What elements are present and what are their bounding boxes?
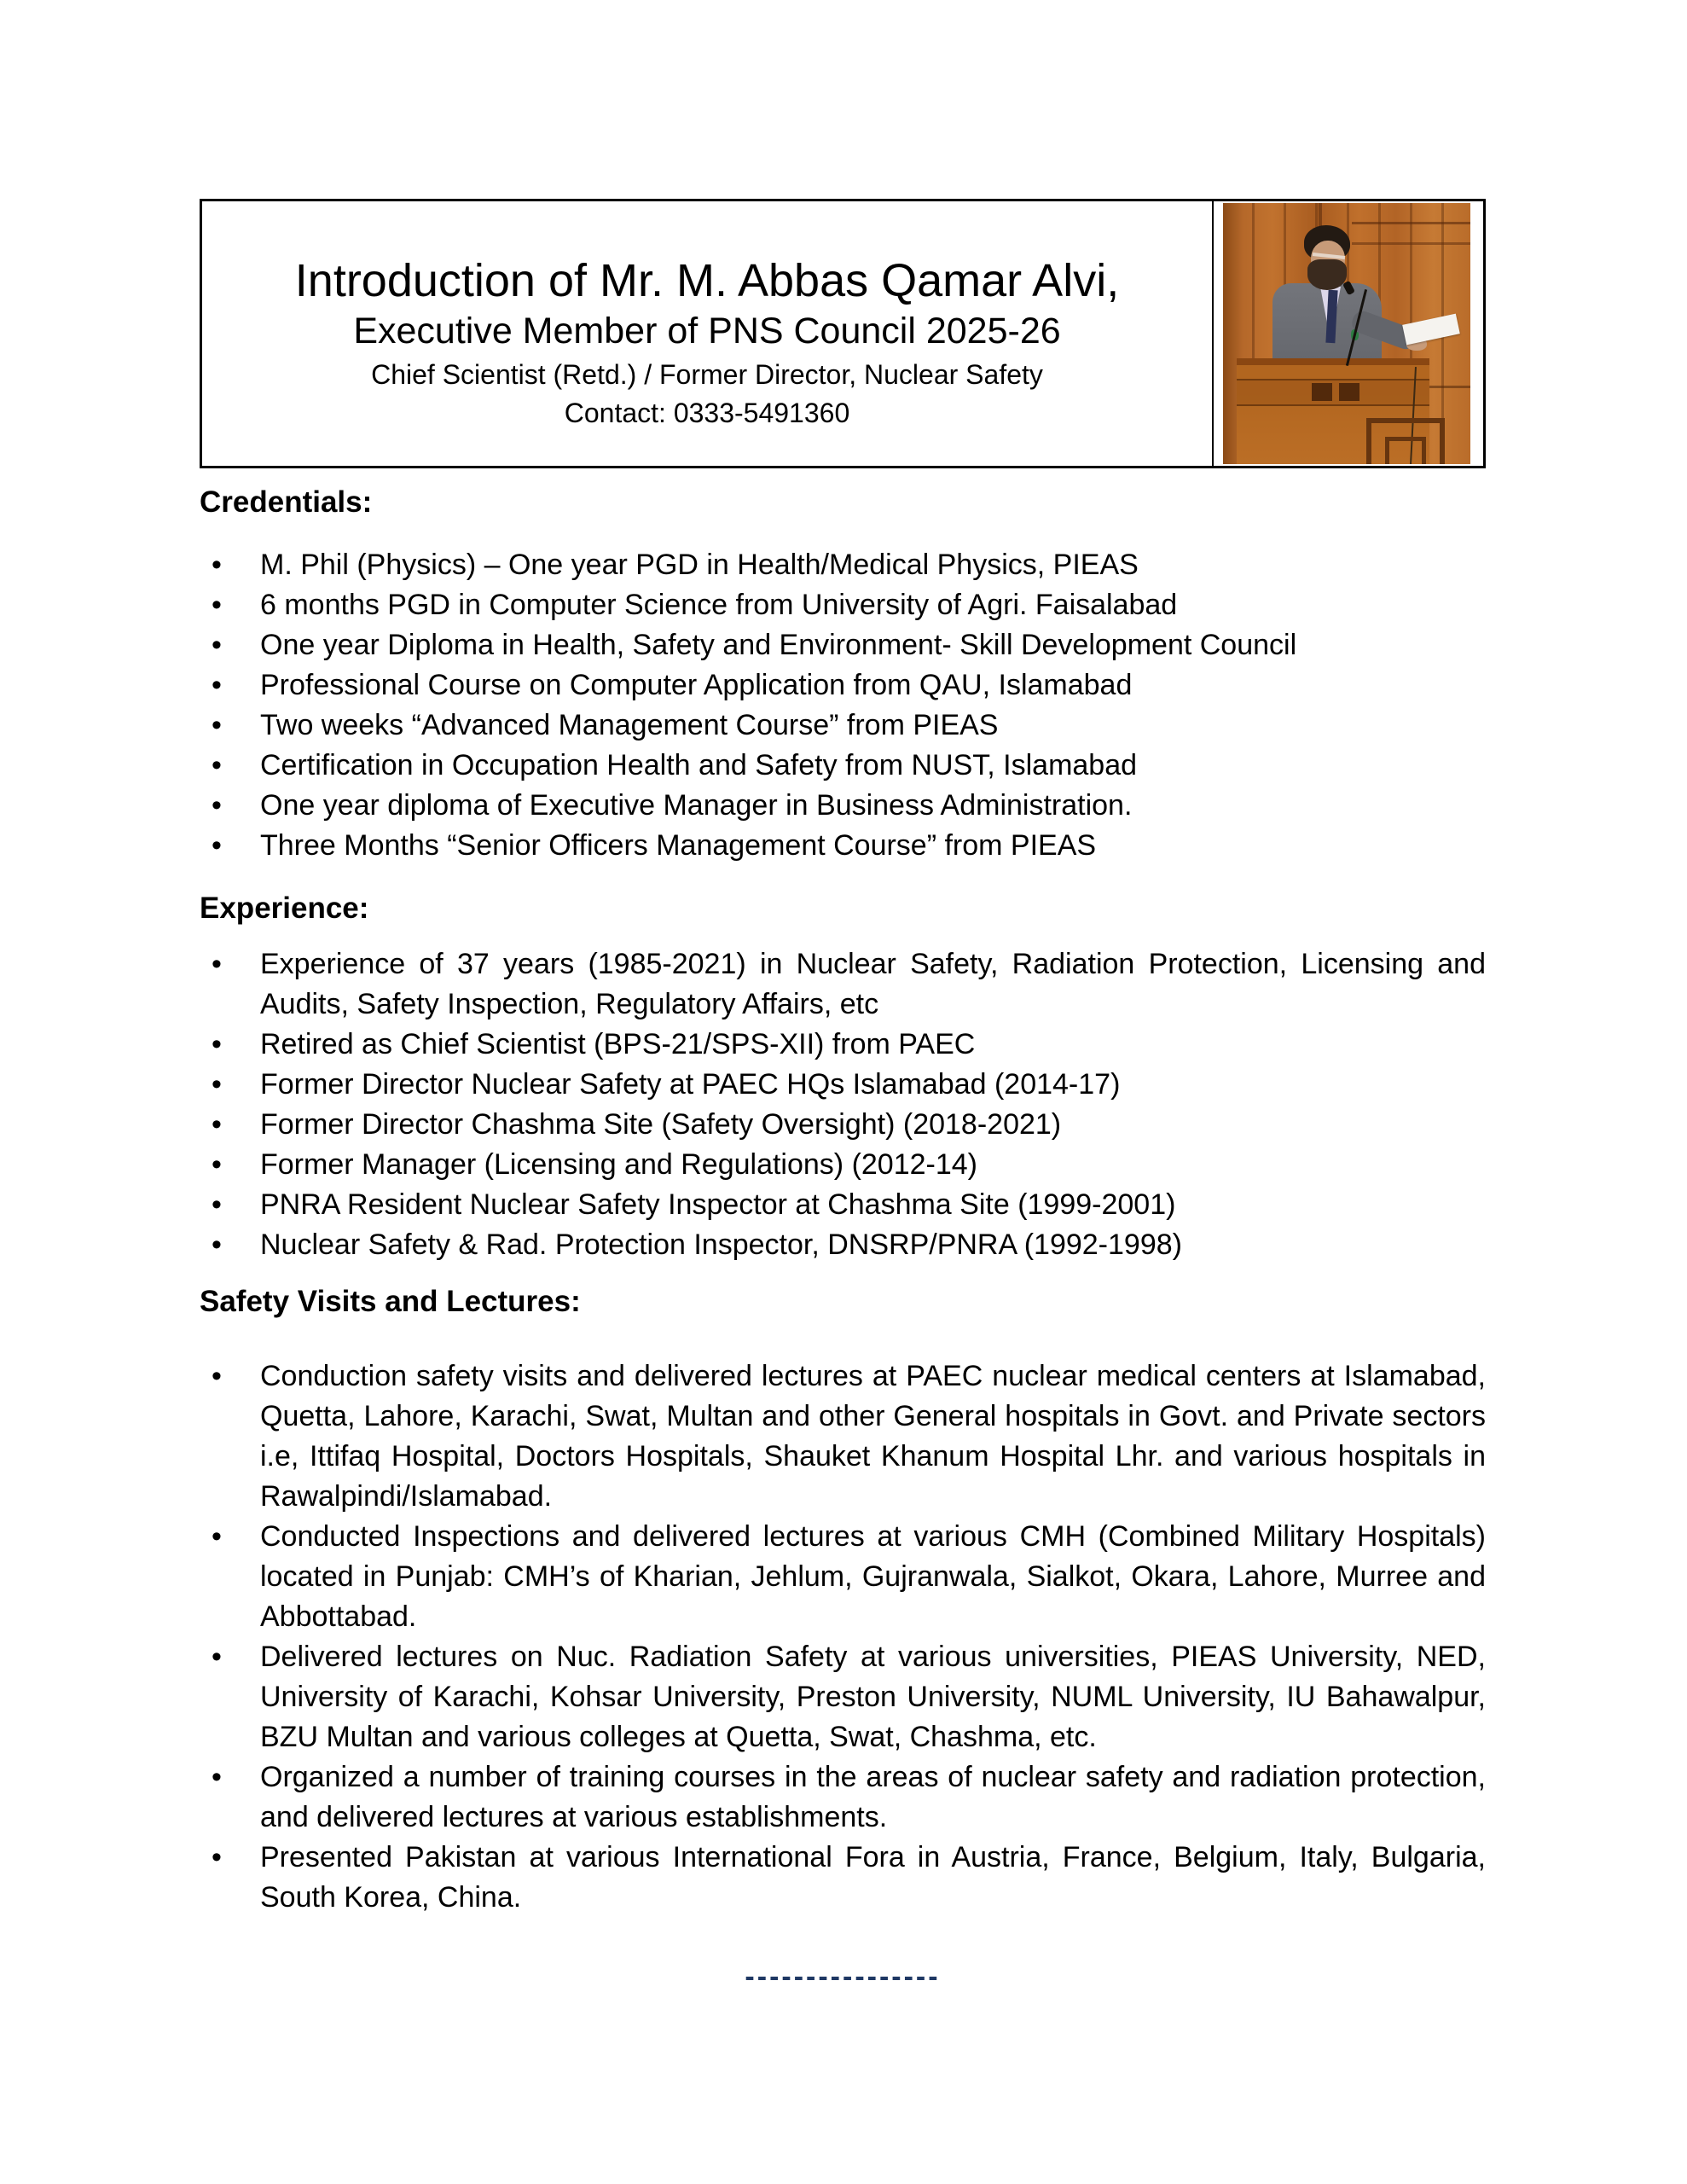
safety-visit-item: • Conduction safety visits and delivered lectures at PAEC nuclear medical centers at Islamabad, Quetta, Lahore, Karachi, Swat, Multan and other General hospitals in Govt. and Private sectors i.e, Ittifaq Hospital, Doctors Hospitals, Shauket Khanum Hospital Lhr. and various hospitals in Rawalpindi/Islamabad. — [200, 1356, 1486, 1517]
photo-cell — [1214, 201, 1483, 466]
podium-band — [1237, 379, 1429, 406]
experience-item: • PNRA Resident Nuclear Safety Inspector at Chashma Site (1999-2001) — [200, 1185, 1486, 1225]
experience-item: • Retired as Chief Scientist (BPS-21/SPS-XII) from PAEC — [200, 1025, 1486, 1065]
credential-item: • Three Months “Senior Officers Management Course” from PIEAS — [200, 826, 1486, 866]
podium-handle — [1339, 383, 1359, 401]
header-text-cell — [202, 201, 1214, 466]
dashed-separator: ---------------- — [745, 1960, 941, 1993]
section-heading-experience: Experience: — [200, 892, 369, 925]
credential-item: • Two weeks “Advanced Management Course” from PIEAS — [200, 706, 1486, 746]
wall-rail — [1352, 222, 1470, 224]
safety-visit-item: • Organized a number of training courses in the areas of nuclear safety and radiation protection, and delivered lectures at various establishments. — [200, 1757, 1486, 1838]
desk-edge-line — [1429, 386, 1470, 388]
safety-visit-item: • Conducted Inspections and delivered lectures at various CMH (Combined Military Hospitals) located in Punjab: CMH’s of Kharian, Jehlum, Gujranwala, Sialkot, Okara, Lahore, Murree and Abbottabad. — [200, 1517, 1486, 1637]
speaker-beard — [1307, 259, 1347, 290]
speaker-photo — [1223, 203, 1470, 464]
experience-item: • Experience of 37 years (1985-2021) in Nuclear Safety, Radiation Protection, Licensing and Audits, Safety Inspection, Regulatory Affairs, etc — [200, 944, 1486, 1025]
section-heading-credentials: Credentials: — [200, 485, 373, 519]
credential-item: • One year Diploma in Health, Safety and Environment- Skill Development Council — [200, 625, 1486, 665]
experience-list — [200, 944, 1486, 1265]
credential-item: • One year diploma of Executive Manager in Business Administration. — [200, 786, 1486, 826]
credential-item: • Professional Course on Computer Application from QAU, Islamabad — [200, 665, 1486, 706]
header-role-line: Chief Scientist (Retd.) / Former Director, Nuclear Safety — [371, 359, 1043, 390]
experience-item: • Former Director Chashma Site (Safety Oversight) (2018-2021) — [200, 1105, 1486, 1145]
experience-item: • Nuclear Safety & Rad. Protection Inspector, DNSRP/PNRA (1992-1998) — [200, 1225, 1486, 1265]
credential-item: • 6 months PGD in Computer Science from University of Agri. Faisalabad — [200, 585, 1486, 625]
experience-item: • Former Manager (Licensing and Regulations) (2012-14) — [200, 1145, 1486, 1185]
header-box — [200, 199, 1486, 468]
page-title: Introduction of Mr. M. Abbas Qamar Alvi, — [294, 255, 1120, 306]
header-subtitle: Executive Member of PNS Council 2025-26 — [353, 311, 1061, 351]
experience-item: • Former Director Nuclear Safety at PAEC HQs Islamabad (2014-17) — [200, 1065, 1486, 1105]
safety-visits-list — [200, 1356, 1486, 1918]
credential-item: • M. Phil (Physics) – One year PGD in Health/Medical Physics, PIEAS — [200, 545, 1486, 585]
safety-visit-item: • Delivered lectures on Nuc. Radiation Safety at various universities, PIEAS University, NED, University of Karachi, Kohsar University, Preston University, NUML University, IU Bahawalpur, BZU Multan and various colleges at Quetta, Swat, Chashma, etc. — [200, 1637, 1486, 1757]
credential-item: • Certification in Occupation Health and Safety from NUST, Islamabad — [200, 746, 1486, 786]
safety-visit-item: • Presented Pakistan at various International Fora in Austria, France, Belgium, Italy, Bulgaria, South Korea, China. — [200, 1838, 1486, 1918]
frame-decor-inner — [1385, 437, 1426, 464]
header-contact-line: Contact: 0333-5491360 — [564, 398, 850, 428]
section-heading-safety-visits: Safety Visits and Lectures: — [200, 1285, 581, 1318]
podium-handle — [1312, 383, 1332, 401]
credentials-list — [200, 545, 1486, 866]
wall-rail — [1352, 242, 1470, 245]
